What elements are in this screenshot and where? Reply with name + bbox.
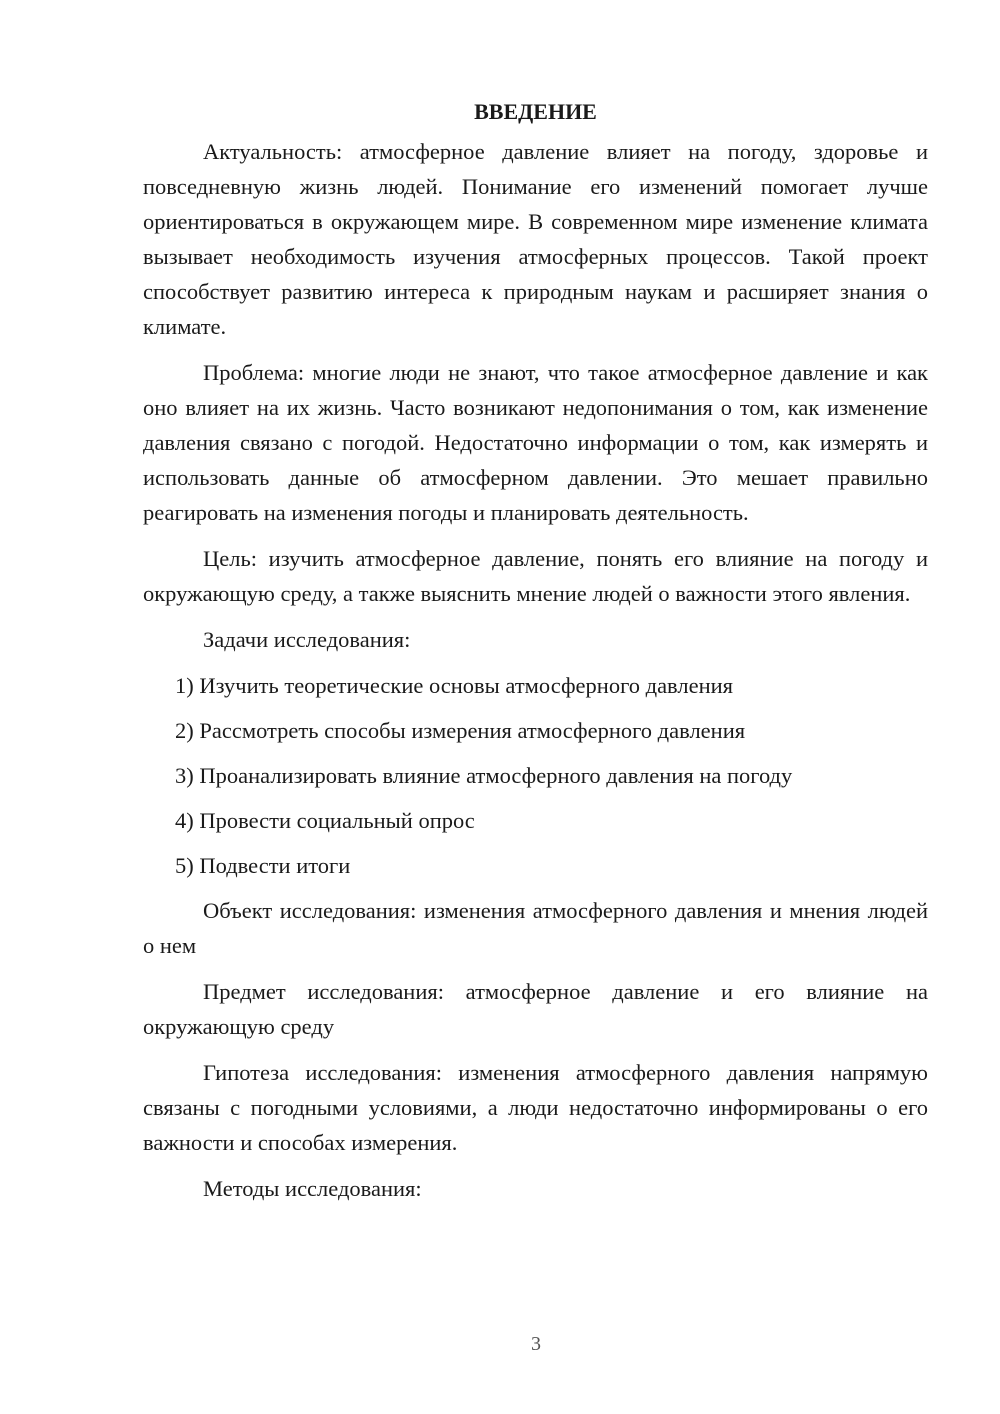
- paragraph-tasks-heading: Задачи исследования:: [203, 627, 411, 652]
- paragraph-methods-heading: Методы исследования:: [203, 1176, 422, 1201]
- list-item: 1) Изучить теоретические основы атмосферного давления: [175, 673, 734, 698]
- paragraph-goal: Цель: изучить атмосферное давление, понять его влияние на погоду и окружающую среду, а также выяснить мнение людей о важности этого явления.: [143, 546, 928, 606]
- section-title: ВВЕДЕНИЕ: [474, 99, 597, 124]
- paragraph-object: Объект исследования: изменения атмосферного давления и мнения людей о нем: [143, 898, 928, 958]
- paragraph-relevance: Актуальность: атмосферное давление влияет на погоду, здоровье и повседневную жизнь людей. Понимание его изменений помогает лучше ориентироваться в окружающем мире. В современном мире изменение климата вызывает необходимость изучения атмосферных процессов. Такой проект способствует развитию интереса к природным наукам и расширяет знания о климате.: [143, 139, 928, 339]
- list-item: 3) Проанализировать влияние атмосферного давления на погоду: [175, 763, 793, 788]
- paragraph-hypothesis: Гипотеза исследования: изменения атмосферного давления напрямую связаны с погодными условиями, а люди недостаточно информированы о его важности и способах измерения.: [143, 1060, 928, 1155]
- paragraph-subject: Предмет исследования: атмосферное давление и его влияние на окружающую среду: [143, 979, 928, 1039]
- paragraph-problem: Проблема: многие люди не знают, что такое атмосферное давление и как оно влияет на их жизнь. Часто возникают недопонимания о том, как изменение давления связано с погодой. Недостаточно информации о том, как измерять и использовать данные об атмосферном давлении. Это мешает правильно реагировать на изменения погоды и планировать деятельность.: [143, 360, 928, 525]
- list-item: 2) Рассмотреть способы измерения атмосферного давления: [175, 718, 746, 743]
- page-number: 3: [531, 1333, 541, 1355]
- list-item: 4) Провести социальный опрос: [175, 808, 475, 833]
- list-item: 5) Подвести итоги: [175, 853, 351, 878]
- tasks-list: [143, 668, 928, 883]
